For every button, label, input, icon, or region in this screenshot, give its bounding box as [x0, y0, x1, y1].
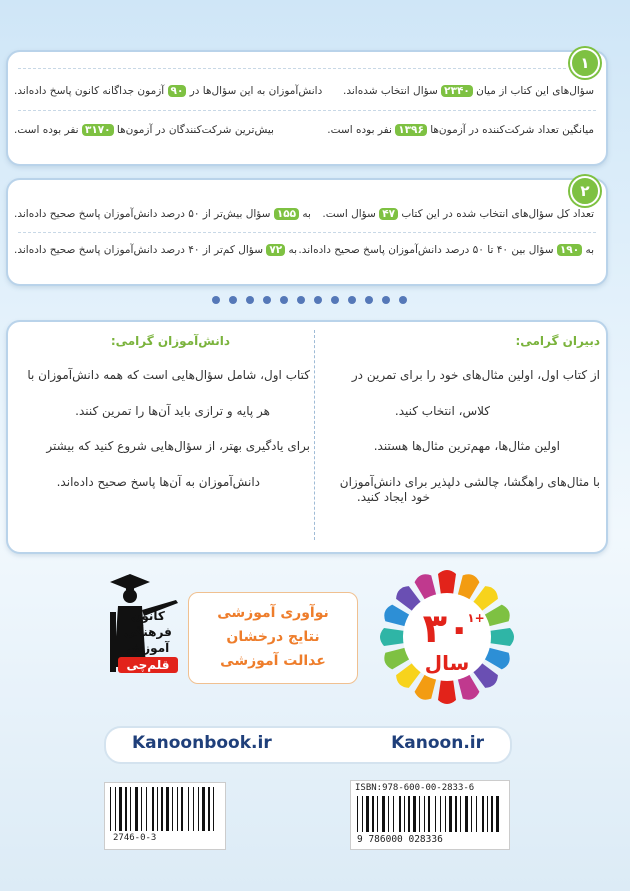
stat-line: میانگین تعداد شرکت‌کننده در آزمون‌ها ۱۳۹۶ نفر بوده است. [327, 124, 594, 136]
students-title: دانش‌آموزان گرامی: [110, 334, 230, 348]
divider [18, 110, 596, 111]
price-barcode [104, 782, 226, 850]
logo-line: کانون [131, 609, 165, 623]
students-text: کتاب اول، شامل سؤال‌هایی است که همه دانش‌آموزان با هر پایه و ترازی باید آن‌ها را تمرین کنند. برای یادگیری بهتر، از سؤال‌هایی شروع کنید که بیشتر دانش‌آموزان به آن‌ها پاسخ صحیح داده‌اند. [27, 368, 310, 489]
anniversary-plus: ۱+ [467, 611, 485, 625]
anniversary-emblem [372, 562, 522, 712]
barcode-bars-icon [110, 787, 220, 831]
stat-line: دانش‌آموزان به این سؤال‌ها در ۹۰ آزمون جداگانه کانون پاسخ داده‌اند. [14, 85, 323, 97]
column-divider [314, 330, 315, 540]
stat-line: سؤال‌های این کتاب از میان ۲۳۴۰ سؤال انتخاب شده‌اند. [343, 85, 594, 97]
stat-line: تعداد کل سؤال‌های انتخاب شده در این کتاب ۴۷ سؤال است. [322, 208, 594, 220]
link-kanoon[interactable]: Kanoon.ir [391, 733, 484, 753]
url-bar [104, 726, 512, 764]
stat-line: بیش‌ترین شرکت‌کنندگان در آزمون‌ها ۳۱۷۰ نفر بوده است. [14, 124, 274, 136]
logo-line: قلم‌چی [118, 657, 178, 673]
anniversary-number: ۳۰ [422, 606, 472, 652]
stats-card-2 [6, 178, 608, 286]
stat-line: به ۷۲ سؤال کم‌تر از ۴۰ درصد دانش‌آموزان پاسخ صحیح داده‌اند. [14, 244, 298, 256]
stats-card-1 [6, 50, 608, 166]
isbn-barcode [350, 780, 510, 850]
slogan-box [188, 592, 358, 684]
teachers-text: از کتاب اول، اولین مثال‌های خود را برای تمرین در کلاس، انتخاب کنید. اولین مثال‌ها، مهم‌ترین مثال‌ها هستند. با مثال‌های راهگشا، چالشی دلپذیر برای دانش‌آموزان خود ایجاد کنید. [339, 368, 600, 505]
stat-line: به ۱۵۵ سؤال بیش‌تر از ۵۰ درصد دانش‌آموزان پاسخ صحیح داده‌اند. [14, 208, 311, 220]
slogan-line: نوآوری آموزشی [217, 605, 329, 621]
barcode-digits: 2746-0-3 [113, 833, 157, 843]
isbn-label: ISBN:978-600-00-2833-6 [355, 783, 475, 793]
slogan-line: عدالت آموزشی [220, 653, 326, 669]
isbn-digits: 9 786000 028336 [357, 834, 443, 845]
link-kanoonbook[interactable]: Kanoonbook.ir [132, 733, 272, 753]
kanoon-logo [96, 572, 186, 702]
teachers-title: دبیران گرامی: [515, 334, 600, 348]
decorative-dots [212, 296, 407, 304]
stat-line: به ۱۹۰ سؤال بین ۴۰ تا ۵۰ درصد دانش‌آموزان پاسخ صحیح داده‌اند. [298, 244, 594, 256]
section-number-badge: ۱ [570, 48, 600, 78]
divider [18, 68, 566, 69]
logo-line: آموزش [126, 641, 170, 656]
slogan-line: نتایج درخشان [226, 629, 320, 645]
divider [18, 232, 596, 233]
logo-line: فرهنگی [124, 625, 172, 640]
anniversary-word: سال [424, 651, 470, 675]
section-number-badge: ۲ [570, 176, 600, 206]
barcode-bars-icon [357, 796, 503, 832]
